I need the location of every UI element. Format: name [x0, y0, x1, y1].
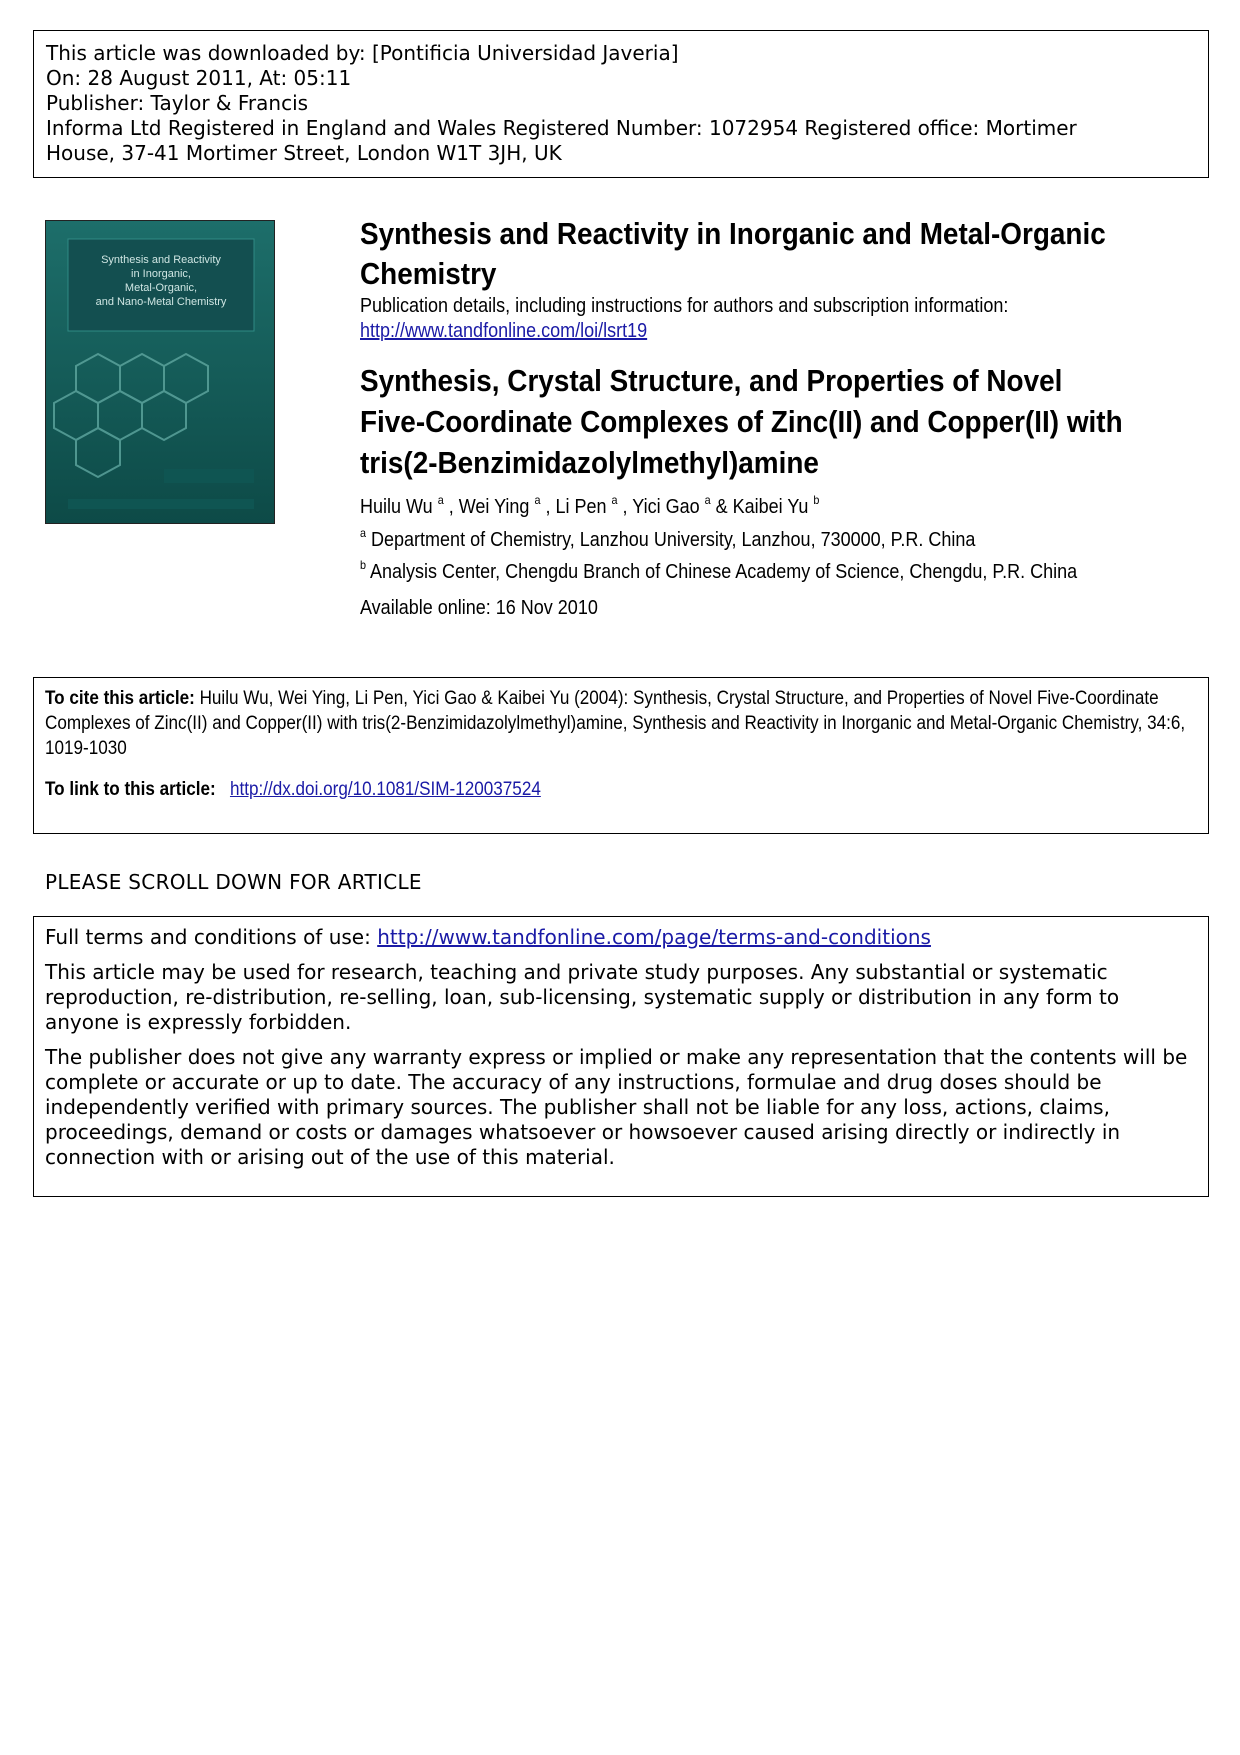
cover-text-line: Synthesis and Reactivity [101, 254, 221, 266]
terms-label: Full terms and conditions of use: [45, 925, 371, 949]
author-list [360, 488, 819, 520]
affiliation-mark: b [360, 558, 367, 572]
terms-box [33, 916, 1209, 1197]
affiliation-text: Department of Chemistry, Lanzhou University, Lanzhou, 730000, P.R. China [371, 529, 976, 551]
author-affiliation-mark: a [611, 493, 618, 507]
terms-line [45, 925, 1197, 950]
terms-url-link[interactable]: http://www.tandfonline.com/page/terms-and-conditions [377, 925, 931, 949]
author-separator: , [617, 496, 633, 518]
download-notice-line: House, 37-41 Mortimer Street, London W1T 3JH, UK [46, 141, 562, 165]
terms-paragraph-usage: This article may be used for research, teaching and private study purposes. Any substantial or systematic reproduction, re-distribution, re-selling, loan, sub-licensing, systematic supply or distribution in any form to anyone is expressly forbidden. [45, 960, 1120, 1034]
doi-link[interactable]: http://dx.doi.org/10.1081/SIM-120037524 [229, 779, 541, 800]
cover-text-line: in Inorganic, [131, 268, 191, 280]
download-notice-line: On: 28 August 2011, At: 05:11 [46, 66, 352, 90]
affiliation-b [360, 553, 1077, 585]
author-affiliation-mark: a [704, 493, 711, 507]
affiliation-mark: a [360, 526, 367, 540]
author-name: Li Pen [555, 496, 607, 518]
affiliation-text: Analysis Center, Chengdu Branch of Chinese Academy of Science, Chengdu, P.R. China [370, 561, 1078, 583]
download-notice-line: This article was downloaded by: [Pontificia Universidad Javeria] [46, 41, 679, 65]
author-affiliation-mark: a [534, 493, 541, 507]
publication-details-text: Publication details, including instructions for authors and subscription information: [360, 295, 1009, 317]
author-separator: , [443, 496, 459, 518]
cite-text: Huilu Wu, Wei Ying, Li Pen, Yici Gao & Kaibei Yu (2004): Synthesis, Crystal Structure, and Properties of Novel Five-Coordinate Complexes of Zinc(II) and Copper(II) with tris(2-Benzimidazolylmethyl)amine, Synthesis and Reactivity in Inorganic and Metal-Organic Chemistry, 34:6, 1019-1030 [45, 688, 1186, 759]
author-name: Kaibei Yu [732, 496, 809, 518]
author-name: Wei Ying [458, 496, 530, 518]
scroll-down-note: PLEASE SCROLL DOWN FOR ARTICLE [45, 870, 422, 894]
author-affiliation-mark: a [437, 493, 444, 507]
link-label: To link to this article: [45, 779, 216, 800]
cite-label: To cite this article: [45, 688, 195, 709]
author-separator: , [540, 496, 556, 518]
journal-cover-image [45, 220, 275, 524]
download-notice-line: Informa Ltd Registered in England and Wales Registered Number: 1072954 Registered office: Mortimer [46, 116, 1077, 140]
cover-text-line: Metal-Organic, [124, 282, 198, 294]
download-notice-line: Publisher: Taylor & Francis [46, 91, 309, 115]
author-name: Yici Gao [632, 496, 700, 518]
affiliation-a [360, 521, 975, 553]
author-affiliation-mark: b [813, 493, 820, 507]
available-online-date: Available online: 16 Nov 2010 [360, 597, 598, 619]
author-separator: & [710, 496, 733, 518]
publication-details [360, 294, 1008, 344]
link-paragraph [45, 777, 1202, 802]
citation-box [33, 677, 1209, 834]
terms-paragraph-disclaimer: The publisher does not give any warranty express or implied or make any representation that the contents will be complete or accurate or up to date. The accuracy of any instructions, formulae and drug doses should be independently verified with primary sources. The publisher shall not be liable for any loss, actions, claims, proceedings, demand or costs or damages whatsoever or howsoever caused arising directly or indirectly in connection with or arising out of the use of this material. [45, 1045, 1188, 1169]
author-name: Huilu Wu [360, 496, 433, 518]
cover-text-line: and Nano-Metal Chemistry [95, 296, 227, 308]
journal-cover-graphic [46, 221, 275, 524]
journal-url-link[interactable]: http://www.tandfonline.com/loi/lsrt19 [360, 320, 648, 342]
journal-title: Synthesis and Reactivity in Inorganic and Metal-Organic Chemistry [360, 216, 1106, 291]
article-title: Synthesis, Crystal Structure, and Properties of Novel Five-Coordinate Complexes of Zinc(II) and Copper(II) with tris(2-Benzimidazolylmethyl)amine [360, 363, 1123, 480]
citation-paragraph [45, 686, 1202, 761]
download-notice-box [33, 30, 1209, 178]
